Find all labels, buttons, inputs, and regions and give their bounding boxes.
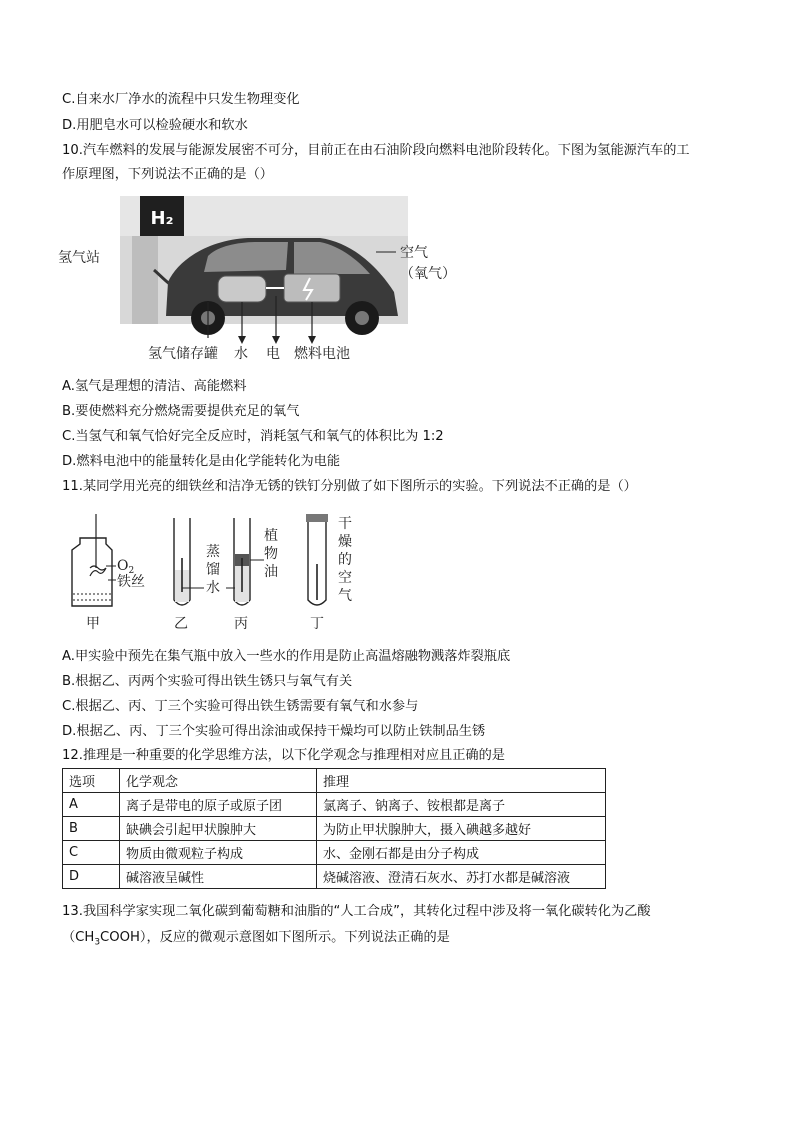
q11-option-a: A.甲实验中预先在集气瓶中放入一些水的作用是防止高温熔融物溅落炸裂瓶底	[62, 649, 511, 664]
dry-air-char-4: 空	[338, 570, 352, 586]
q10-stem-line2: 作原理图，下列说法不正确的是（）	[62, 167, 273, 182]
header-reasoning: 推理	[317, 769, 606, 793]
row-c-concept: 物质由微观粒子构成	[120, 841, 317, 865]
table-row	[63, 841, 606, 865]
table-header-row	[63, 769, 606, 793]
q11-stem: 11.某同学用光亮的细铁丝和洁净无锈的铁钉分别做了如下图所示的实验。下列说法不正确的是（）	[62, 479, 637, 494]
header-option: 选项	[63, 769, 120, 793]
row-c-reasoning: 水、金刚石都是由分子构成	[317, 841, 606, 865]
h2-sign-text: H₂	[150, 208, 174, 229]
table-row	[63, 817, 606, 841]
table-row	[63, 793, 606, 817]
q13-stem-line1: 13.我国科学家实现二氧化碳到葡萄糖和油脂的“人工合成”，其转化过程中涉及将一氧化碳转化为乙酸	[62, 904, 651, 919]
stopper	[306, 514, 328, 522]
q11-option-c: C.根据乙、丙、丁三个实验可得出铁生锈需要有氧气和水参与	[62, 699, 419, 714]
header-concept: 化学观念	[120, 769, 317, 793]
label-yi: 乙	[174, 616, 188, 632]
q10-option-d: D.燃料电池中的能量转化是由化学能转化为电能	[62, 454, 341, 469]
label-jia: 甲	[86, 616, 100, 632]
iron-rust-figure	[62, 508, 362, 636]
distilled-char-1: 蒸	[206, 544, 220, 560]
q10-option-b: B.要使燃料充分燃烧需要提供充足的氧气	[62, 404, 300, 419]
dry-air-char-3: 的	[338, 552, 352, 568]
row-c-option: C	[63, 841, 120, 865]
reasoning-table	[62, 768, 606, 889]
row-d-concept: 碱溶液呈碱性	[120, 865, 317, 889]
hydrogen-car-figure	[58, 190, 478, 368]
row-b-reasoning: 为防止甲状腺肿大，摄入碘越多越好	[317, 817, 606, 841]
cell-shape	[284, 274, 340, 302]
station-pump	[132, 236, 158, 324]
dry-air-char-1: 干	[338, 516, 352, 532]
oil-char-3: 油	[264, 564, 278, 580]
label-ding: 丁	[310, 616, 324, 632]
air-label: 空气	[400, 245, 428, 261]
distilled-char-2: 馏	[206, 562, 220, 578]
q13-stem-line2: $(CH_3COOH)$，反应的微观示意图如下图所示。下列说法正确的是	[62, 930, 450, 948]
q11-option-d: D.根据乙、丙、丁三个实验可得出涂油或保持干燥均可以防止铁制品生锈	[62, 724, 486, 739]
option-c-text: C.自来水厂净水的流程中只发生物理变化	[62, 92, 300, 107]
row-a-reasoning: 氯离子、钠离子、铵根都是离子	[317, 793, 606, 817]
label-bing: 丙	[234, 616, 248, 632]
station-label: 氢气站	[58, 250, 100, 266]
water-label: 水	[234, 346, 248, 362]
row-b-option: B	[63, 817, 120, 841]
q10-option-c: C.当氢气和氧气恰好完全反应时，消耗氢气和氧气的体积比为 1:2	[62, 429, 444, 444]
dry-air-char-5: 气	[338, 588, 352, 604]
fuel-cell-label: 燃料电池	[294, 346, 350, 362]
tank-label: 氢气储存罐	[148, 346, 218, 362]
row-a-concept: 离子是带电的原子或原子团	[120, 793, 317, 817]
q12-stem: 12.推理是一种重要的化学思维方法，以下化学观念与推理相对应且正确的是	[62, 748, 505, 763]
row-b-concept: 缺碘会引起甲状腺肿大	[120, 817, 317, 841]
o2-label: $O_2$	[117, 558, 135, 576]
distilled-char-3: 水	[206, 580, 220, 596]
row-d-option: D	[63, 865, 120, 889]
q10-option-a: A.氢气是理想的清洁、高能燃料	[62, 379, 247, 394]
electricity-label: 电	[266, 346, 280, 362]
row-d-reasoning: 烧碱溶液、澄清石灰水、苏打水都是碱溶液	[317, 865, 606, 889]
oil-char-1: 植	[264, 528, 278, 544]
tank-shape	[218, 276, 266, 302]
dry-air-char-2: 燥	[338, 534, 352, 550]
q10-stem-line1: 10.汽车燃料的发展与能源发展密不可分，目前正在由石油阶段向燃料电池阶段转化。下图为氢能源汽车的工	[62, 143, 690, 158]
table-row	[63, 865, 606, 889]
oil-char-2: 物	[264, 546, 278, 562]
q11-option-b: B.根据乙、丙两个实验可得出铁生锈只与氧气有关	[62, 674, 353, 689]
oxygen-label: （氧气）	[400, 266, 456, 282]
row-a-option: A	[63, 793, 120, 817]
wire-label: 铁丝	[117, 574, 145, 590]
option-d-text: D.用肥皂水可以检验硬水和软水	[62, 118, 248, 133]
